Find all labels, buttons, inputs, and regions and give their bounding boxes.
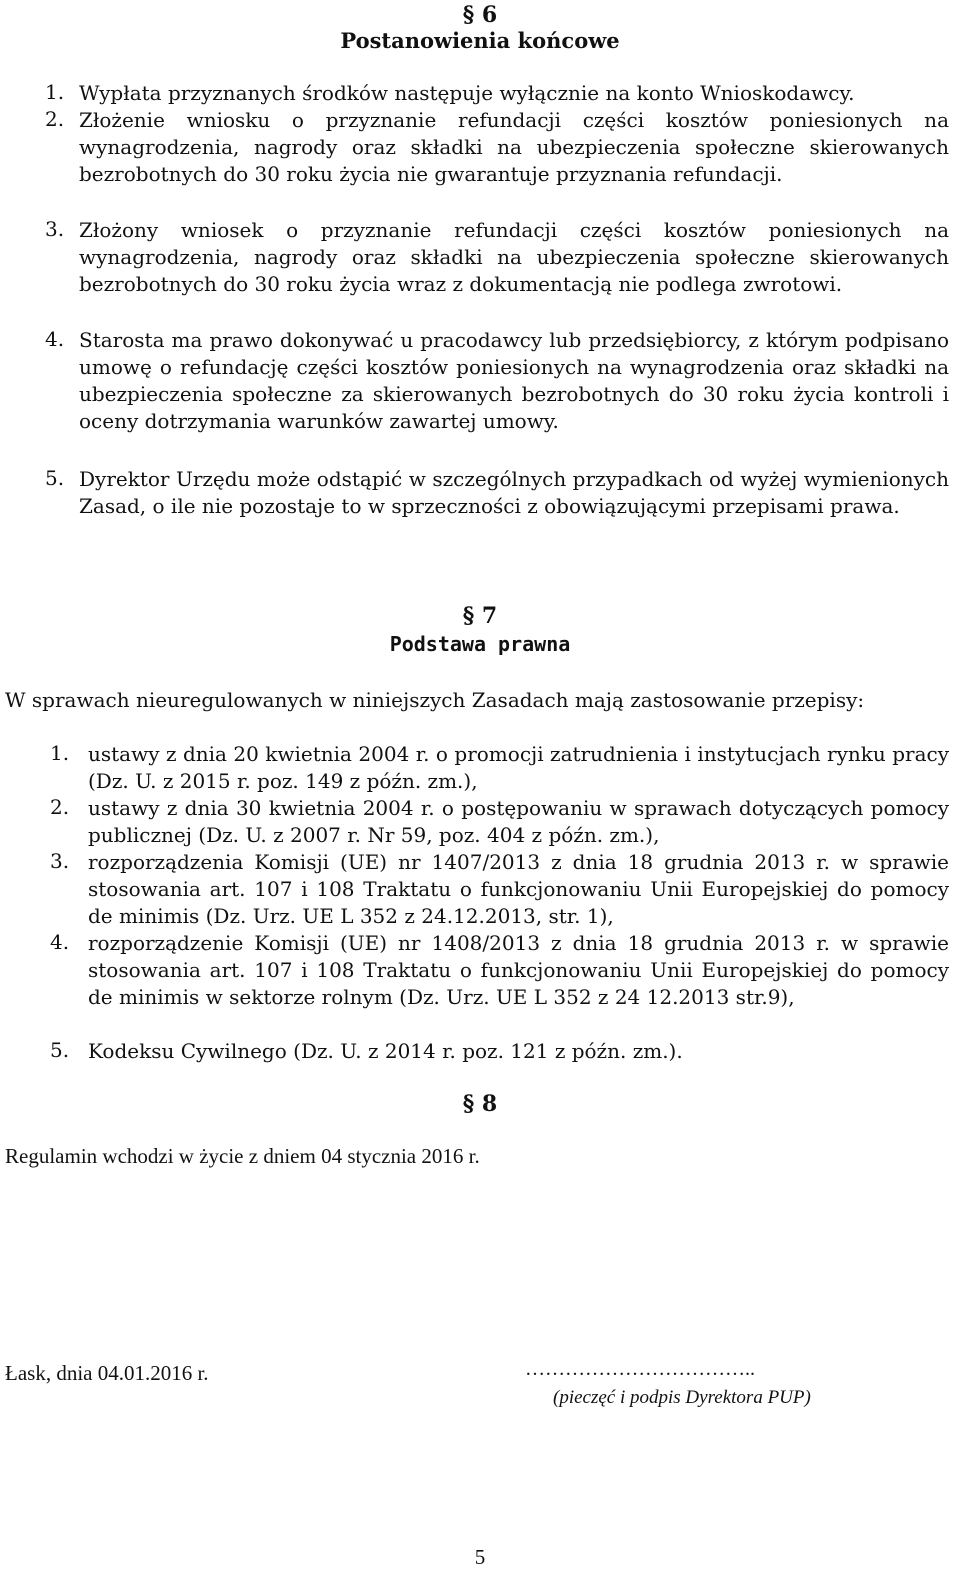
s6-item-5-text: Dyrektor Urzędu może odstąpić w szczególnych przypadkach od wyżej wymienionych Zasad, o ile nie pozostaje to w sprzeczności z obowiązującymi przepisami prawa. bbox=[79, 467, 949, 518]
s7-item-4-number: 4. bbox=[50, 930, 70, 954]
section-7-title: Podstawa prawna bbox=[389, 632, 571, 656]
s6-item-5-number: 5. bbox=[45, 466, 65, 490]
s7-item-3-text: rozporządzenia Komisji (UE) nr 1407/2013 z dnia 18 grudnia 2013 r. w sprawie stosowania art. 107 i 108 Traktatu o funkcjonowaniu Unii Europejskiej do pomocy de minimis (Dz. Urz. UE L 352 z 24.12.2013, str. 1), bbox=[88, 850, 949, 928]
section-6-number: § 6 bbox=[462, 2, 498, 28]
section-7-intro: W sprawach nieuregulowanych w niniejszych Zasadach mają zastosowanie przepisy: bbox=[5, 688, 865, 712]
section-8-text: Regulamin wchodzi w życie z dniem 04 stycznia 2016 r. bbox=[5, 1144, 480, 1168]
s6-item-4-text: Starosta ma prawo dokonywać u pracodawcy lub przedsiębiorcy, z którym podpisano umowę o refundację części kosztów poniesionych na wynagrodzenia oraz składki na ubezpieczenia społeczne za skierowanych bezrobotnych do 30 roku życia kontroli i oceny dotrzymania warunków zawartej umowy. bbox=[79, 328, 949, 433]
s6-item-2-number: 2. bbox=[45, 107, 65, 131]
signature-line: …………………………….. bbox=[525, 1358, 755, 1380]
s7-item-2-text: ustawy z dnia 30 kwietnia 2004 r. o postępowaniu w sprawach dotyczących pomocy publicznej (Dz. U. z 2007 r. Nr 59, poz. 404 z późn. zm.), bbox=[88, 796, 949, 847]
s6-item-1-text: Wypłata przyznanych środków następuje wyłącznie na konto Wnioskodawcy. bbox=[79, 81, 855, 105]
s7-item-2-number: 2. bbox=[50, 795, 70, 819]
s7-item-4-text: rozporządzenie Komisji (UE) nr 1408/2013 z dnia 18 grudnia 2013 r. w sprawie stosowania art. 107 i 108 Traktatu o funkcjonowaniu Unii Europejskiej do pomocy de minimis w sektorze rolnym (Dz. Urz. UE L 352 z 24 12.2013 str.9), bbox=[88, 931, 949, 1009]
section-8-number: § 8 bbox=[462, 1091, 498, 1117]
s7-item-5-number: 5. bbox=[50, 1038, 70, 1062]
place-and-date: Łask, dnia 04.01.2016 r. bbox=[5, 1361, 209, 1385]
s7-item-1-number: 1. bbox=[50, 741, 70, 765]
page-number: 5 bbox=[474, 1545, 486, 1569]
section-7-number: § 7 bbox=[462, 603, 498, 629]
s6-item-3-text: Złożony wniosek o przyznanie refundacji części kosztów poniesionych na wynagrodzenia, nagrody oraz składki na ubezpieczenia społeczne skierowanych bezrobotnych do 30 roku życia wraz z dokumentacją nie podlega zwrotowi. bbox=[79, 218, 949, 296]
s6-item-1-number: 1. bbox=[45, 80, 65, 104]
section-6-title: Postanowienia końcowe bbox=[340, 28, 620, 53]
s6-item-4-number: 4. bbox=[45, 327, 65, 351]
signature-caption: (pieczęć i podpis Dyrektora PUP) bbox=[553, 1387, 811, 1408]
s7-item-1-text: ustawy z dnia 20 kwietnia 2004 r. o promocji zatrudnienia i instytucjach rynku pracy (Dz. U. z 2015 r. poz. 149 z późn. zm.), bbox=[88, 742, 949, 793]
s6-item-2-text: Złożenie wniosku o przyznanie refundacji części kosztów poniesionych na wynagrodzenia, nagrody oraz składki na ubezpieczenia społeczne skierowanych bezrobotnych do 30 roku życia nie gwarantuje przyznania refundacji. bbox=[79, 108, 949, 186]
s6-item-3-number: 3. bbox=[45, 217, 65, 241]
s7-item-5-text: Kodeksu Cywilnego (Dz. U. z 2014 r. poz. 121 z późn. zm.). bbox=[88, 1039, 683, 1063]
s7-item-3-number: 3. bbox=[50, 849, 70, 873]
